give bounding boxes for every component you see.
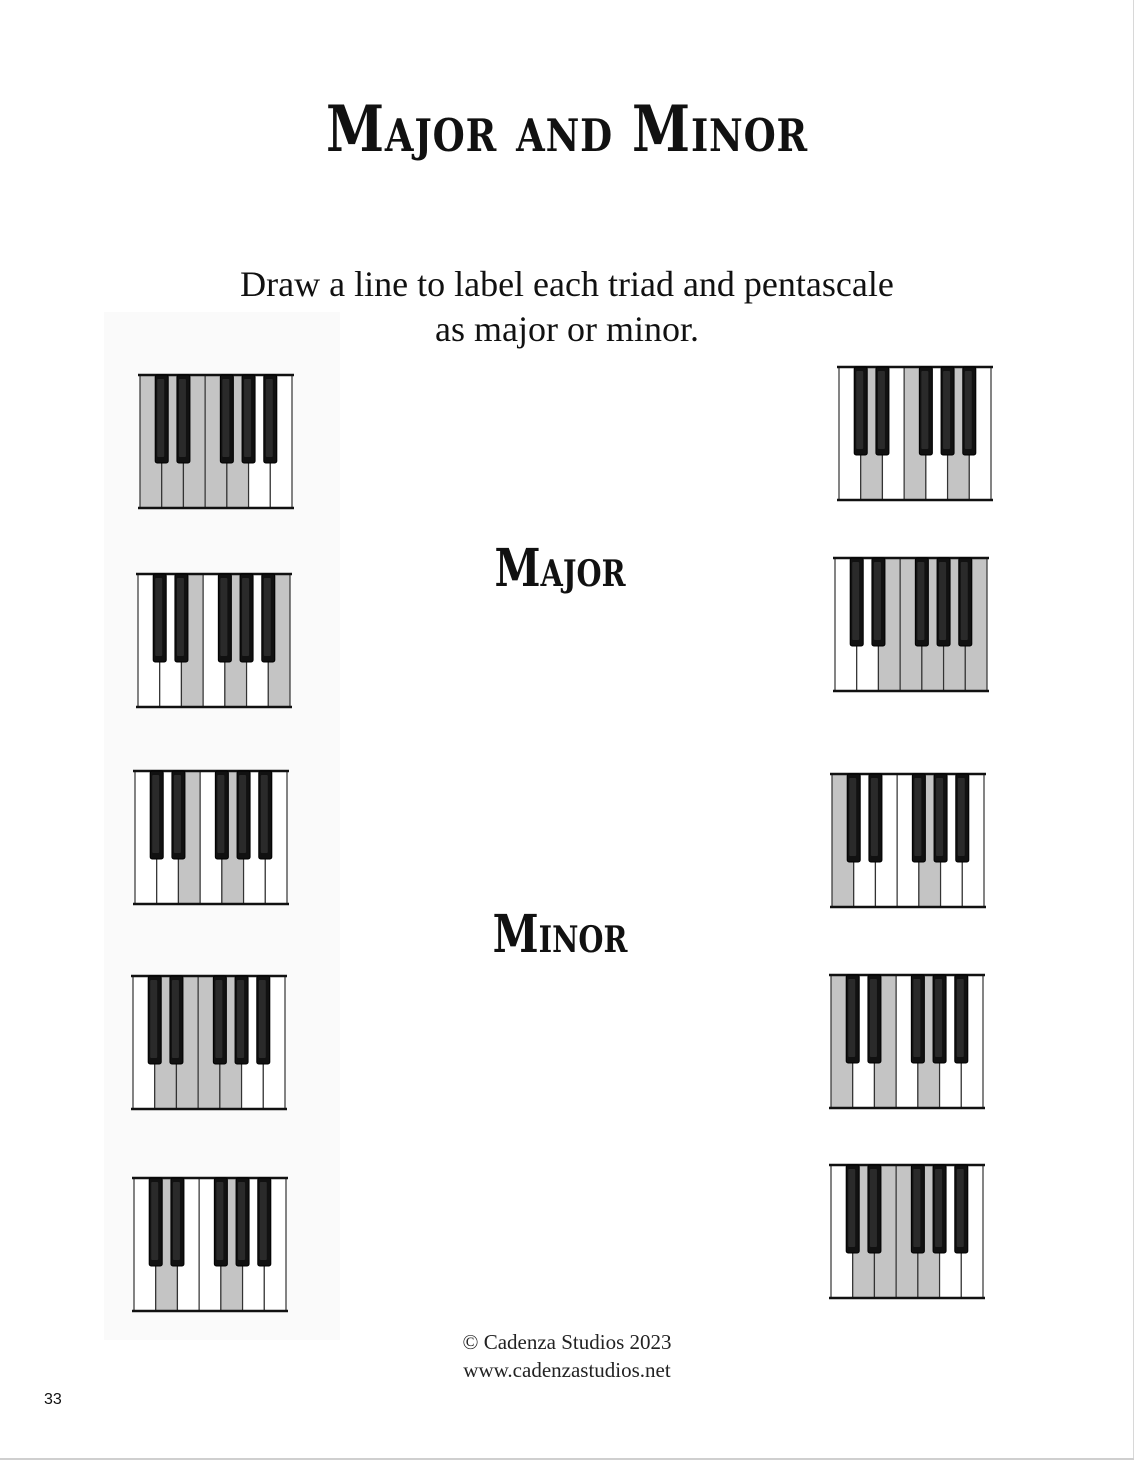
black-key-highlight [848,1169,855,1247]
footer [0,1328,1134,1384]
black-key-highlight [913,979,920,1057]
black-key-highlight [874,562,881,640]
instructions-line-1: Draw a line to label each triad and pentascale [240,264,894,304]
black-key-highlight [266,379,273,457]
minor-label[interactable]: Minor [492,904,628,965]
keyboard-left-3[interactable] [133,768,289,908]
keyboard-left-1[interactable] [138,372,294,512]
keyboard-left-4[interactable] [131,973,287,1113]
black-key-highlight [150,980,157,1058]
black-key-highlight [935,979,942,1057]
keyboard-right-2[interactable] [833,555,989,695]
black-key-highlight [870,1169,877,1247]
black-key-highlight [958,778,965,856]
black-key-highlight [914,778,921,856]
black-key-highlight [871,778,878,856]
black-key-highlight [244,379,251,457]
keyboard-right-4[interactable] [829,972,985,1112]
major-label[interactable]: Major [494,538,626,599]
instructions-line-2: as major or minor. [435,309,699,349]
black-key-highlight [220,578,227,656]
keyboard-left-5[interactable] [132,1175,288,1315]
black-key-highlight [936,778,943,856]
black-key-highlight [957,979,964,1057]
page-number: 33 [44,1391,62,1408]
black-key-highlight [222,379,229,457]
black-key-highlight [935,1169,942,1247]
black-key-highlight [852,562,859,640]
black-key-highlight [151,1182,158,1260]
keyboard-right-1[interactable] [837,364,993,504]
black-key-highlight [177,578,184,656]
black-key-highlight [921,371,928,449]
black-key-highlight [849,778,856,856]
black-key-highlight [173,1182,180,1260]
black-key-highlight [848,979,855,1057]
black-key-highlight [239,775,246,853]
black-key-highlight [217,775,224,853]
page-title: Major and Minor [325,92,809,167]
black-key-highlight [878,371,885,449]
black-key-highlight [965,371,972,449]
website-text: www.cadenzastudios.net [463,1358,671,1382]
keyboard-left-2[interactable] [136,571,292,711]
black-key-highlight [264,578,271,656]
keyboard-right-3[interactable] [830,771,986,911]
black-key-highlight [917,562,924,640]
black-key-highlight [957,1169,964,1247]
black-key-highlight [155,578,162,656]
black-key-highlight [939,562,946,640]
black-key-highlight [856,371,863,449]
black-key-highlight [152,775,159,853]
black-key-highlight [259,980,266,1058]
black-key-highlight [238,1182,245,1260]
keyboard-right-5[interactable] [829,1162,985,1302]
black-key-highlight [157,379,164,457]
black-key-highlight [242,578,249,656]
black-key-highlight [870,979,877,1057]
black-key-highlight [174,775,181,853]
black-key-highlight [913,1169,920,1247]
black-key-highlight [237,980,244,1058]
black-key-highlight [215,980,222,1058]
black-key-highlight [179,379,186,457]
instructions [0,262,1134,352]
black-key-highlight [172,980,179,1058]
black-key-highlight [943,371,950,449]
black-key-highlight [260,1182,267,1260]
black-key-highlight [961,562,968,640]
black-key-highlight [216,1182,223,1260]
copyright-text: © Cadenza Studios 2023 [462,1330,672,1354]
black-key-highlight [261,775,268,853]
